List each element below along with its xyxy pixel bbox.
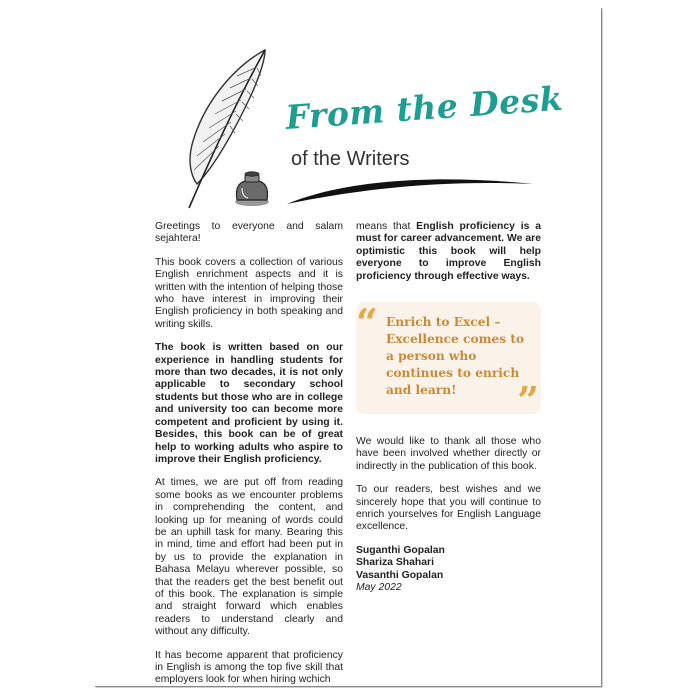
paragraph-wishes: To our readers, best wishes and we sincerely hope that you will continue to enrich yourselves for English Language excellence.	[356, 484, 541, 533]
signature-date: May 2022	[356, 582, 402, 594]
paragraph-2	[155, 342, 343, 466]
author-name: Shariza Shahari	[356, 557, 434, 569]
paragraph-thanks: We would like to thank all those who have been involved whether directly or indirectly in the publication of this book.	[356, 436, 541, 472]
paragraph-4: It has become apparent that proficiency in English is among the top five skill that employers look for when hiring wchich	[155, 649, 343, 686]
greeting-text: Greetings to everyone and salam sejahtera!	[155, 221, 343, 245]
inkwell-icon	[230, 164, 274, 208]
right-column	[356, 221, 541, 595]
document-page	[95, 8, 602, 687]
title-script: From the Desk	[284, 78, 565, 137]
pull-quote-box	[356, 300, 541, 424]
quote-close-icon: ”	[517, 378, 539, 424]
left-column	[155, 221, 343, 698]
author-name: Suganthi Gopalan	[356, 544, 445, 556]
paragraph-3: At times, we are put off from reading some books as we encounter problems in comprehending the content, and looking up for meaning of words could be an uphill task for many. Bearing this in mind, time and effort had been put in by us to provide the explanation in Bahasa Melayu wherever possible, so that the readers get the best benefit out of this book. The explanation is simple and straight forward which enables readers to understand clearly and without any difficulty.	[155, 477, 343, 638]
author-name: Vasanthi Gopalan	[356, 569, 444, 581]
continuation-plain: means that	[356, 221, 417, 232]
quote-open-icon: “	[356, 300, 378, 346]
swoosh-decoration	[285, 174, 535, 208]
title-subtitle: of the Writers	[291, 148, 410, 170]
paragraph-2-bold: The book is written based on our experience in handling students for more than two decades, it is not only applicable to secondary school students but those who are in college and university too can become more competent and proficient by using it.	[155, 342, 343, 428]
pull-quote-text: Enrich to Excel – Excellence comes to a person who continues to enrich and learn!	[386, 315, 525, 398]
continuation-bold: English proficiency is a must for career advancement. We are optimistic this book will help everyone to improve English proficiency through effective ways.	[356, 221, 541, 282]
paragraph-continuation	[356, 221, 541, 283]
signature-block	[356, 545, 541, 595]
paragraph-2-bold-b: Besides, this book can be of great help to working adults who aspire to improve their English proficiency.	[155, 429, 343, 465]
paragraph-1: This book covers a collection of various English enrichment aspects and it is written with the intention of helping those who have interest in improving their English proficiency in both speaking and writing skills.	[155, 256, 343, 330]
masthead	[95, 8, 601, 218]
